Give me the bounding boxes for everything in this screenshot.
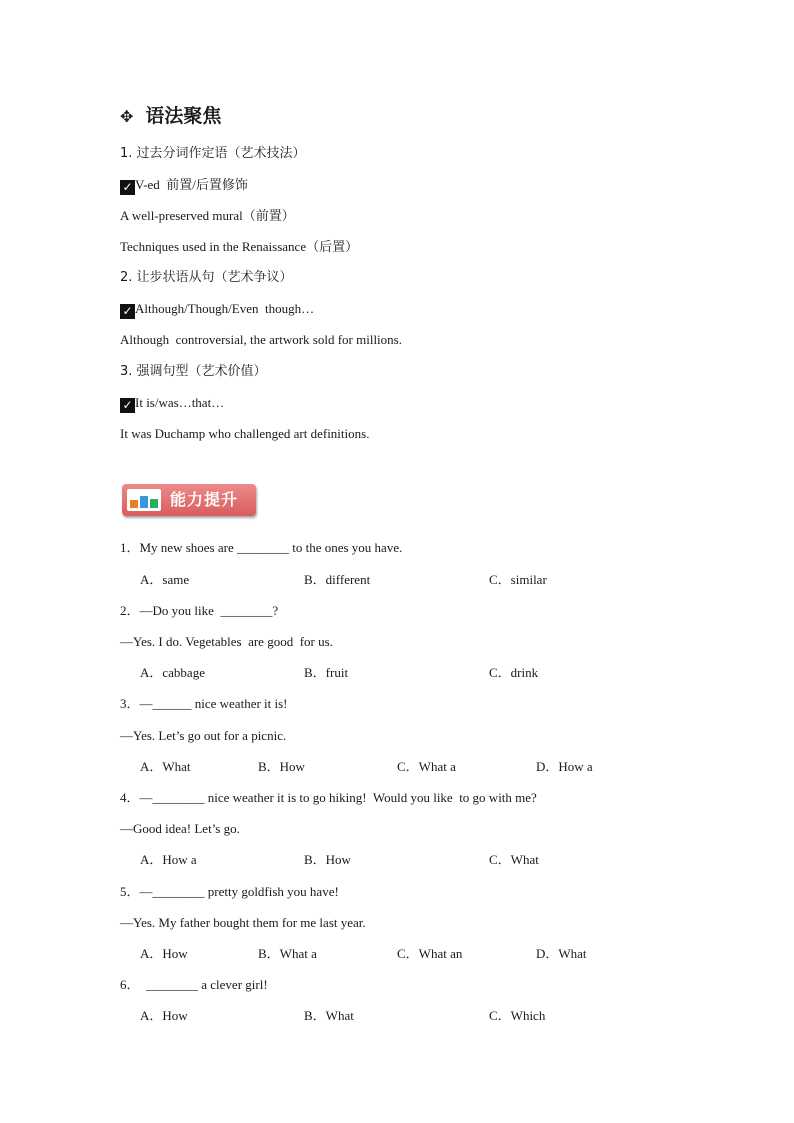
option-6c: C．Which bbox=[489, 1008, 546, 1023]
option-6a: A．How bbox=[140, 1008, 188, 1023]
option-2c: C．drink bbox=[489, 665, 539, 680]
option-3a: A．What bbox=[140, 759, 191, 774]
reply-4: —Good idea! Let’s go. bbox=[120, 821, 240, 836]
checkbox-icon: ✓ bbox=[120, 180, 135, 195]
grammar-rule-2 bbox=[120, 301, 314, 319]
reply-2: —Yes. I do. Vegetables are good for us. bbox=[120, 634, 333, 649]
diamond-bullet-icon: ✥ bbox=[120, 107, 134, 126]
option-3b: B．How bbox=[258, 759, 305, 774]
option-5a: A．How bbox=[140, 946, 188, 961]
question-4: 4．—________ nice weather it is to go hiking! Would you like to go with me? bbox=[120, 790, 537, 805]
option-5b: B．What a bbox=[258, 946, 317, 961]
option-4c: C．What bbox=[489, 852, 539, 867]
question-5: 5．—________ pretty goldfish you have! bbox=[120, 884, 339, 899]
grammar-rule-text: V-ed 前置/后置修饰 bbox=[135, 177, 248, 192]
option-1c: C．similar bbox=[489, 572, 547, 587]
checkbox-icon: ✓ bbox=[120, 304, 135, 319]
people-chart-icon bbox=[127, 489, 161, 511]
question-1: 1．My new shoes are ________ to the ones you have. bbox=[120, 540, 403, 555]
option-1a: A．same bbox=[140, 572, 190, 587]
grammar-heading-3: 3. 强调句型（艺术价值） bbox=[120, 364, 267, 379]
grammar-example: It was Duchamp who challenged art definitions. bbox=[120, 426, 370, 441]
option-5d: D．What bbox=[536, 946, 587, 961]
section-title bbox=[120, 104, 221, 129]
section-title-text: 语法聚焦 bbox=[145, 105, 222, 127]
option-2a: A．cabbage bbox=[140, 665, 205, 680]
question-3: 3．—______ nice weather it is! bbox=[120, 696, 288, 711]
option-4a: A．How a bbox=[140, 852, 197, 867]
grammar-rule-text: Although/Though/Even though… bbox=[135, 301, 315, 316]
grammar-rule-1 bbox=[120, 177, 248, 195]
question-2: 2．—Do you like ________? bbox=[120, 603, 279, 618]
banner-label: 能力提升 bbox=[170, 490, 239, 509]
grammar-example: Although controversial, the artwork sold for millions. bbox=[120, 332, 402, 347]
option-3d: D．How a bbox=[536, 759, 593, 774]
option-5c: C．What an bbox=[397, 946, 463, 961]
grammar-heading-1: 1. 过去分词作定语（艺术技法） bbox=[120, 146, 306, 161]
grammar-rule-3 bbox=[120, 395, 224, 413]
grammar-example: Techniques used in the Renaissance（后置） bbox=[120, 239, 359, 254]
checkbox-icon: ✓ bbox=[120, 398, 135, 413]
reply-3: —Yes. Let’s go out for a picnic. bbox=[120, 728, 287, 743]
option-6b: B．What bbox=[304, 1008, 354, 1023]
option-1b: B．different bbox=[304, 572, 371, 587]
reply-5: —Yes. My father bought them for me last year. bbox=[120, 915, 366, 930]
option-3c: C．What a bbox=[397, 759, 456, 774]
option-4b: B．How bbox=[304, 852, 351, 867]
grammar-heading-2: 2. 让步状语从句（艺术争议） bbox=[120, 270, 293, 285]
option-2b: B．fruit bbox=[304, 665, 349, 680]
question-6: 6． ________ a clever girl! bbox=[120, 977, 268, 992]
grammar-example: A well-preserved mural（前置） bbox=[120, 208, 295, 223]
ability-banner bbox=[122, 484, 256, 516]
grammar-rule-text: It is/was…that… bbox=[135, 395, 225, 410]
